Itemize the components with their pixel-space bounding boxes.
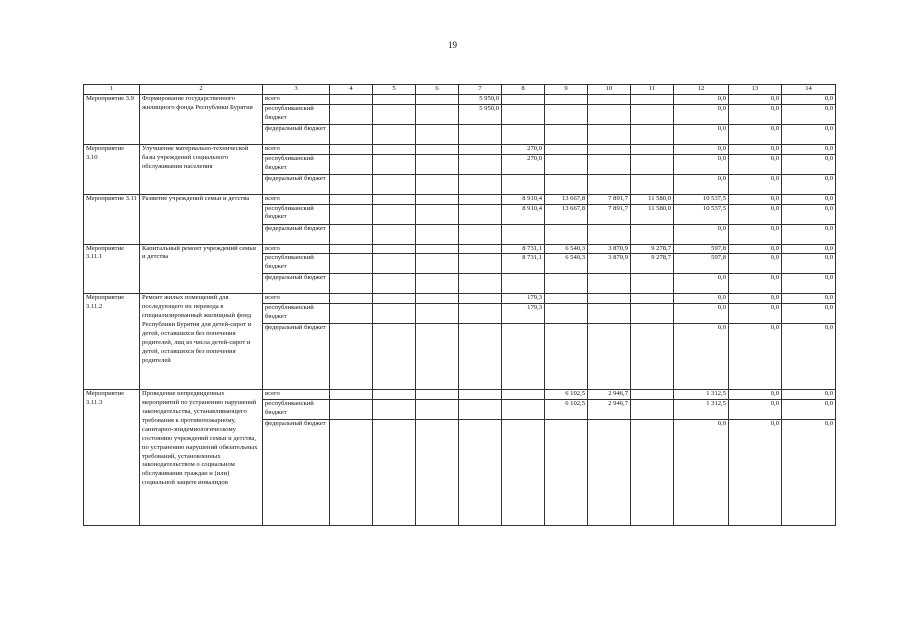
value-cell: 7 891,7 (588, 204, 631, 224)
value-cell (631, 400, 674, 420)
funding-source: всего (263, 294, 330, 304)
funding-source: республиканский бюджет (263, 400, 330, 420)
value-cell (373, 194, 416, 204)
value-cell: 6 540,3 (545, 244, 588, 254)
value-cell: 10 537,5 (674, 204, 729, 224)
value-cell: 0,0 (729, 420, 782, 526)
measure-name: Капитальный ремонт учреждений семьи и детства (140, 244, 263, 294)
value-cell (330, 224, 373, 244)
measure-code: Мероприятие 3.11.1 (84, 244, 140, 294)
value-cell: 0,0 (782, 400, 836, 420)
funding-source: всего (263, 244, 330, 254)
value-cell (545, 154, 588, 174)
value-cell: 0,0 (674, 304, 729, 324)
value-cell: 0,0 (782, 174, 836, 194)
value-cell (545, 324, 588, 390)
value-cell (373, 104, 416, 124)
funding-source: всего (263, 144, 330, 154)
value-cell (459, 294, 502, 304)
value-cell (631, 294, 674, 304)
value-cell: 0,0 (782, 94, 836, 104)
value-cell (459, 390, 502, 400)
value-cell (545, 294, 588, 304)
value-cell (545, 174, 588, 194)
value-cell (545, 420, 588, 526)
value-cell (459, 304, 502, 324)
measure-code: Мероприятие 3.11 (84, 194, 140, 244)
value-cell: 0,0 (729, 390, 782, 400)
value-cell (631, 390, 674, 400)
value-cell: 0,0 (729, 104, 782, 124)
value-cell (330, 324, 373, 390)
value-cell: 2 946,7 (588, 390, 631, 400)
value-cell (545, 304, 588, 324)
value-cell: 0,0 (674, 124, 729, 144)
value-cell (459, 420, 502, 526)
value-cell (330, 104, 373, 124)
funding-source: республиканский бюджет (263, 104, 330, 124)
value-cell (373, 154, 416, 174)
header-cell: 5 (373, 85, 416, 95)
value-cell (416, 224, 459, 244)
value-cell: 0,0 (782, 144, 836, 154)
value-cell: 179,3 (502, 304, 545, 324)
value-cell (502, 94, 545, 104)
value-cell: 0,0 (729, 294, 782, 304)
funding-source: федеральный бюджет (263, 224, 330, 244)
value-cell (416, 400, 459, 420)
header-cell: 2 (140, 85, 263, 95)
value-cell: 6 102,5 (545, 400, 588, 420)
value-cell (416, 104, 459, 124)
value-cell (416, 204, 459, 224)
value-cell: 1 312,5 (674, 400, 729, 420)
value-cell (502, 420, 545, 526)
value-cell (373, 294, 416, 304)
value-cell (631, 124, 674, 144)
header-cell: 3 (263, 85, 330, 95)
funding-source: всего (263, 94, 330, 104)
value-cell: 0,0 (782, 324, 836, 390)
value-cell (588, 104, 631, 124)
value-cell (330, 94, 373, 104)
header-cell: 1 (84, 85, 140, 95)
value-cell: 0,0 (729, 174, 782, 194)
funding-source: республиканский бюджет (263, 304, 330, 324)
value-cell (588, 274, 631, 294)
value-cell: 0,0 (729, 254, 782, 274)
measure-name: Формирование государственного жилищного фонда Республики Бурятия (140, 94, 263, 144)
value-cell (588, 420, 631, 526)
value-cell (631, 324, 674, 390)
value-cell: 13 667,8 (545, 204, 588, 224)
value-cell (631, 420, 674, 526)
value-cell (545, 124, 588, 144)
header-cell: 4 (330, 85, 373, 95)
value-cell: 0,0 (729, 304, 782, 324)
value-cell: 0,0 (729, 324, 782, 390)
value-cell (416, 304, 459, 324)
header-cell: 7 (459, 85, 502, 95)
value-cell (545, 274, 588, 294)
page-number: 19 (448, 40, 457, 50)
value-cell (373, 174, 416, 194)
value-cell: 13 667,8 (545, 194, 588, 204)
value-cell: 0,0 (674, 324, 729, 390)
value-cell (545, 94, 588, 104)
value-cell: 9 278,7 (631, 244, 674, 254)
header-cell: 10 (588, 85, 631, 95)
value-cell (459, 400, 502, 420)
value-cell: 0,0 (674, 294, 729, 304)
value-cell: 0,0 (782, 154, 836, 174)
table-row (84, 144, 836, 154)
value-cell (416, 294, 459, 304)
value-cell (631, 174, 674, 194)
value-cell (502, 274, 545, 294)
value-cell: 0,0 (782, 194, 836, 204)
value-cell: 0,0 (674, 174, 729, 194)
value-cell (416, 94, 459, 104)
value-cell: 1 312,5 (674, 390, 729, 400)
value-cell: 0,0 (782, 124, 836, 144)
value-cell (459, 144, 502, 154)
value-cell (502, 174, 545, 194)
header-row (84, 85, 836, 95)
value-cell (416, 390, 459, 400)
header-cell: 11 (631, 85, 674, 95)
value-cell (416, 244, 459, 254)
value-cell: 0,0 (729, 244, 782, 254)
value-cell (373, 244, 416, 254)
value-cell (330, 294, 373, 304)
header-cell: 14 (782, 85, 836, 95)
value-cell (373, 224, 416, 244)
funding-source: федеральный бюджет (263, 420, 330, 526)
value-cell: 3 870,9 (588, 254, 631, 274)
funding-source: всего (263, 194, 330, 204)
table-body (84, 85, 836, 526)
value-cell: 597,8 (674, 244, 729, 254)
value-cell: 5 950,0 (459, 94, 502, 104)
value-cell (588, 124, 631, 144)
value-cell (502, 400, 545, 420)
value-cell: 0,0 (729, 144, 782, 154)
table-row (84, 390, 836, 400)
value-cell (416, 274, 459, 294)
value-cell (545, 144, 588, 154)
value-cell (330, 194, 373, 204)
value-cell: 0,0 (674, 224, 729, 244)
value-cell: 9 278,7 (631, 254, 674, 274)
value-cell: 0,0 (729, 274, 782, 294)
value-cell (588, 144, 631, 154)
value-cell (416, 154, 459, 174)
value-cell (545, 104, 588, 124)
value-cell (330, 154, 373, 174)
value-cell (373, 274, 416, 294)
value-cell (459, 254, 502, 274)
header-cell: 8 (502, 85, 545, 95)
value-cell (330, 390, 373, 400)
value-cell: 0,0 (729, 224, 782, 244)
measure-code: Мероприятие 3.11.2 (84, 294, 140, 390)
value-cell (459, 274, 502, 294)
value-cell (631, 224, 674, 244)
funding-source: федеральный бюджет (263, 324, 330, 390)
value-cell: 0,0 (782, 244, 836, 254)
value-cell: 0,0 (782, 390, 836, 400)
value-cell (459, 124, 502, 144)
value-cell (502, 104, 545, 124)
value-cell (416, 324, 459, 390)
funding-source: федеральный бюджет (263, 124, 330, 144)
value-cell (502, 224, 545, 244)
value-cell: 8 731,1 (502, 244, 545, 254)
value-cell (330, 254, 373, 274)
value-cell (330, 144, 373, 154)
value-cell (631, 274, 674, 294)
measure-name: Улучшение материально-технической базы учреждений социального обслуживания населения (140, 144, 263, 194)
value-cell: 0,0 (782, 204, 836, 224)
value-cell (588, 94, 631, 104)
funding-source: республиканский бюджет (263, 254, 330, 274)
table-row (84, 244, 836, 254)
value-cell (373, 390, 416, 400)
value-cell: 0,0 (729, 124, 782, 144)
value-cell: 0,0 (674, 94, 729, 104)
value-cell (459, 154, 502, 174)
funding-source: федеральный бюджет (263, 274, 330, 294)
value-cell: 0,0 (782, 104, 836, 124)
value-cell (459, 224, 502, 244)
value-cell (502, 390, 545, 400)
value-cell (588, 304, 631, 324)
value-cell (459, 194, 502, 204)
value-cell (588, 224, 631, 244)
value-cell (373, 144, 416, 154)
measure-code: Мероприятие 3.11.3 (84, 390, 140, 526)
value-cell: 0,0 (674, 104, 729, 124)
funding-source: федеральный бюджет (263, 174, 330, 194)
value-cell (416, 194, 459, 204)
value-cell (416, 254, 459, 274)
value-cell (588, 154, 631, 174)
value-cell (330, 420, 373, 526)
table-row (84, 94, 836, 104)
value-cell (416, 420, 459, 526)
value-cell (330, 124, 373, 144)
value-cell: 8 910,4 (502, 194, 545, 204)
value-cell: 0,0 (782, 304, 836, 324)
program-table (83, 84, 836, 526)
funding-source: всего (263, 390, 330, 400)
value-cell: 179,3 (502, 294, 545, 304)
value-cell: 0,0 (674, 420, 729, 526)
value-cell (373, 324, 416, 390)
value-cell: 3 870,9 (588, 244, 631, 254)
value-cell (373, 204, 416, 224)
value-cell (330, 174, 373, 194)
value-cell (459, 174, 502, 194)
funding-source: республиканский бюджет (263, 204, 330, 224)
table-row (84, 294, 836, 304)
measure-name: Ремонт жилых помещений для последующего их перевода в специализированный жилищный фонд Республики Бурятия для детей-сирот и детей, оставшихся без попечения родителей, лиц из числа детей-сирот и детей, оставшихся без попечения родителей (140, 294, 263, 390)
value-cell (459, 324, 502, 390)
value-cell (373, 94, 416, 104)
value-cell (330, 304, 373, 324)
measure-code: Мероприятие 3.10 (84, 144, 140, 194)
value-cell: 8 910,4 (502, 204, 545, 224)
value-cell: 0,0 (782, 254, 836, 274)
value-cell (330, 400, 373, 420)
value-cell: 0,0 (729, 194, 782, 204)
value-cell: 6 102,5 (545, 390, 588, 400)
value-cell (330, 204, 373, 224)
value-cell (588, 174, 631, 194)
value-cell (502, 124, 545, 144)
value-cell (545, 224, 588, 244)
value-cell (631, 154, 674, 174)
value-cell (416, 124, 459, 144)
header-cell: 13 (729, 85, 782, 95)
value-cell: 8 731,1 (502, 254, 545, 274)
value-cell: 5 950,0 (459, 104, 502, 124)
value-cell: 10 537,5 (674, 194, 729, 204)
value-cell (373, 124, 416, 144)
value-cell: 0,0 (674, 154, 729, 174)
value-cell: 0,0 (729, 400, 782, 420)
value-cell: 6 540,3 (545, 254, 588, 274)
value-cell: 0,0 (782, 420, 836, 526)
value-cell: 0,0 (782, 224, 836, 244)
value-cell (416, 174, 459, 194)
value-cell (631, 94, 674, 104)
value-cell: 0,0 (674, 144, 729, 154)
header-cell: 6 (416, 85, 459, 95)
measure-name: Проведение непредвиденных мероприятий по устранению нарушений законодательства, устанавливающего требования к противопожарному, санитарно-эпидемиологическому состоянию учреждений семьи и детства, по устранению нарушений обязательных требований, установленных законодательством о социальном обслуживании граждан и (или) социальной защите инвалидов (140, 390, 263, 526)
value-cell (631, 104, 674, 124)
value-cell (459, 204, 502, 224)
header-cell: 12 (674, 85, 729, 95)
value-cell (416, 144, 459, 154)
measure-code: Мероприятие 3.9 (84, 94, 140, 144)
value-cell (588, 324, 631, 390)
value-cell: 0,0 (674, 274, 729, 294)
value-cell (373, 420, 416, 526)
header-cell: 9 (545, 85, 588, 95)
value-cell (373, 254, 416, 274)
value-cell: 0,0 (729, 94, 782, 104)
value-cell (373, 304, 416, 324)
value-cell (330, 274, 373, 294)
value-cell: 0,0 (782, 294, 836, 304)
funding-source: республиканский бюджет (263, 154, 330, 174)
value-cell (459, 244, 502, 254)
value-cell: 11 580,0 (631, 204, 674, 224)
value-cell: 0,0 (782, 274, 836, 294)
value-cell: 597,8 (674, 254, 729, 274)
value-cell: 2 946,7 (588, 400, 631, 420)
value-cell: 0,0 (729, 154, 782, 174)
value-cell (330, 244, 373, 254)
value-cell: 270,0 (502, 144, 545, 154)
value-cell: 0,0 (729, 204, 782, 224)
measure-name: Развитие учреждений семьи и детства (140, 194, 263, 244)
value-cell (631, 304, 674, 324)
value-cell (502, 324, 545, 390)
value-cell: 11 580,0 (631, 194, 674, 204)
value-cell (373, 400, 416, 420)
value-cell: 7 891,7 (588, 194, 631, 204)
value-cell (588, 294, 631, 304)
value-cell: 270,0 (502, 154, 545, 174)
table-row (84, 194, 836, 204)
value-cell (631, 144, 674, 154)
